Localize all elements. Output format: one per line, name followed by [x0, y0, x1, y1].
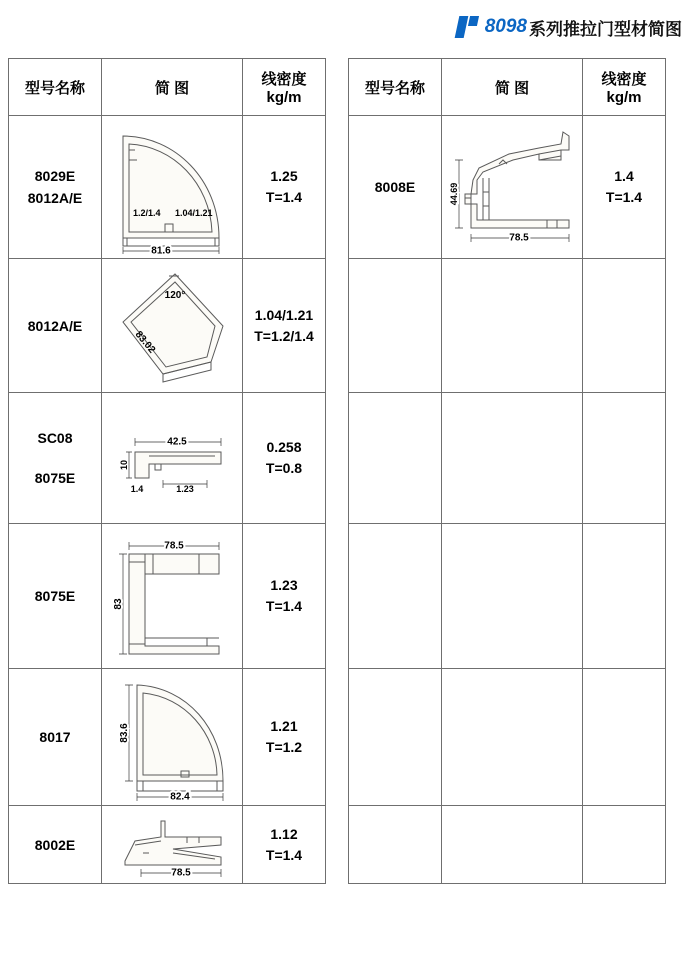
dim-top: 78.5 [164, 540, 184, 552]
row-density-cell [583, 116, 666, 259]
column-header-density-unit: kg/m [266, 89, 302, 106]
density-value: 1.12 [270, 825, 298, 842]
density-value: 1.21 [270, 718, 298, 734]
dim-bottom-left: 1.4 [130, 484, 144, 494]
row-figure-cell [442, 393, 583, 524]
row-figure-cell [102, 116, 243, 259]
row-name-cell [349, 524, 442, 669]
row-density-cell [243, 806, 326, 884]
row-density-cell [583, 259, 666, 393]
model-name: 8029E [34, 168, 76, 184]
row-figure-cell [442, 116, 583, 259]
model-name: 8012A/E [27, 190, 83, 206]
table-row [9, 259, 326, 393]
row-density-cell [243, 116, 326, 259]
row-name-cell [349, 393, 442, 524]
row-figure-cell [102, 806, 243, 884]
row-density-cell [583, 806, 666, 884]
model-name: 8012A/E [27, 317, 83, 334]
thickness-value: T=1.4 [265, 598, 303, 614]
column-header-name: 型号名称 [9, 59, 102, 116]
profile-diagram-8012ae [103, 262, 241, 390]
column-header-name: 型号名称 [349, 59, 442, 116]
row-name-cell [349, 669, 442, 806]
dim-inner-left: 1.2/1.4 [133, 207, 161, 218]
page-title: 系列推拉门型材简图 [529, 19, 682, 39]
row-name-cell [349, 806, 442, 884]
document-header [457, 14, 682, 40]
model-name: 8008E [374, 179, 416, 195]
row-figure-cell [102, 669, 243, 806]
density-value: 1.23 [270, 577, 298, 593]
table-row [9, 669, 326, 806]
row-density-cell [243, 524, 326, 669]
thickness-value: T=1.2 [265, 739, 303, 755]
table-row [349, 806, 666, 884]
table-row [9, 393, 326, 524]
thickness-value: T=1.4 [605, 189, 643, 205]
table-row [349, 259, 666, 393]
profile-diagram-8029e [103, 120, 241, 255]
dim-bottom: 78.5 [509, 232, 529, 244]
row-figure-cell [102, 393, 243, 524]
row-name-cell [9, 806, 102, 884]
profile-diagram-sc08 [103, 398, 241, 518]
dim-bottom: 81.6 [151, 245, 171, 255]
profile-diagram-8017 [103, 671, 241, 803]
row-name-cell [9, 259, 102, 393]
density-value: 1.4 [614, 168, 634, 184]
model-name: 8017 [39, 729, 71, 745]
table-header-row [349, 59, 666, 116]
column-header-density-line1: 线密度 [261, 71, 307, 88]
row-figure-cell [442, 259, 583, 393]
table-header-row [9, 59, 326, 116]
row-name-cell [349, 116, 442, 259]
dim-bottom: 82.4 [170, 791, 190, 803]
dim-left: 83 [113, 598, 124, 610]
dim-left: 83.6 [119, 723, 130, 743]
dim-angle: 120° [164, 289, 186, 301]
profile-table-left [8, 58, 326, 884]
row-name-cell [9, 524, 102, 669]
profile-diagram-8075e [103, 526, 241, 666]
density-value: 1.25 [270, 168, 298, 184]
column-header-figure: 简 图 [102, 59, 243, 116]
table-row [349, 116, 666, 259]
row-figure-cell [102, 259, 243, 393]
thickness-value: T=1.4 [265, 846, 303, 863]
table-row [349, 393, 666, 524]
column-header-density-unit: kg/m [606, 89, 642, 106]
dim-bottom-right: 1.23 [176, 484, 194, 494]
table-row [9, 806, 326, 884]
thickness-value: T=1.4 [265, 189, 303, 205]
row-name-cell [9, 669, 102, 806]
model-name: 8075E [34, 588, 76, 604]
model-name: 8075E [34, 470, 76, 486]
row-density-cell [243, 669, 326, 806]
table-row [9, 524, 326, 669]
row-figure-cell [442, 806, 583, 884]
profile-diagram-8008e [443, 120, 581, 255]
row-density-cell [243, 393, 326, 524]
row-figure-cell [102, 524, 243, 669]
column-header-density [243, 59, 326, 116]
header-accent-icon [457, 16, 479, 38]
dim-left: 10 [119, 459, 129, 471]
row-density-cell [583, 393, 666, 524]
dim-left: 44.69 [449, 182, 459, 205]
row-density-cell [583, 669, 666, 806]
table-row [349, 669, 666, 806]
thickness-value: T=0.8 [265, 460, 303, 476]
profile-diagram-8002e [103, 809, 241, 881]
profile-table-right [348, 58, 666, 884]
column-header-density [583, 59, 666, 116]
model-name: 8002E [34, 836, 76, 853]
row-density-cell [243, 259, 326, 393]
row-name-cell [9, 393, 102, 524]
row-figure-cell [442, 524, 583, 669]
table-row [9, 116, 326, 259]
header-series-code: 8098 [484, 16, 527, 37]
thickness-value: T=1.2/1.4 [254, 327, 314, 344]
row-figure-cell [442, 669, 583, 806]
row-name-cell [349, 259, 442, 393]
density-value: 0.258 [266, 439, 302, 455]
dim-inner-right: 1.04/1.21 [175, 207, 213, 218]
table-row [349, 524, 666, 669]
density-value: 1.04/1.21 [254, 306, 314, 323]
dim-top: 42.5 [167, 436, 187, 448]
column-header-density-line1: 线密度 [601, 71, 647, 88]
dim-slant: 83.02 [132, 328, 158, 356]
model-name: SC08 [37, 430, 73, 446]
row-name-cell [9, 116, 102, 259]
row-density-cell [583, 524, 666, 669]
column-header-figure: 简 图 [442, 59, 583, 116]
dim-bottom: 78.5 [171, 867, 191, 879]
